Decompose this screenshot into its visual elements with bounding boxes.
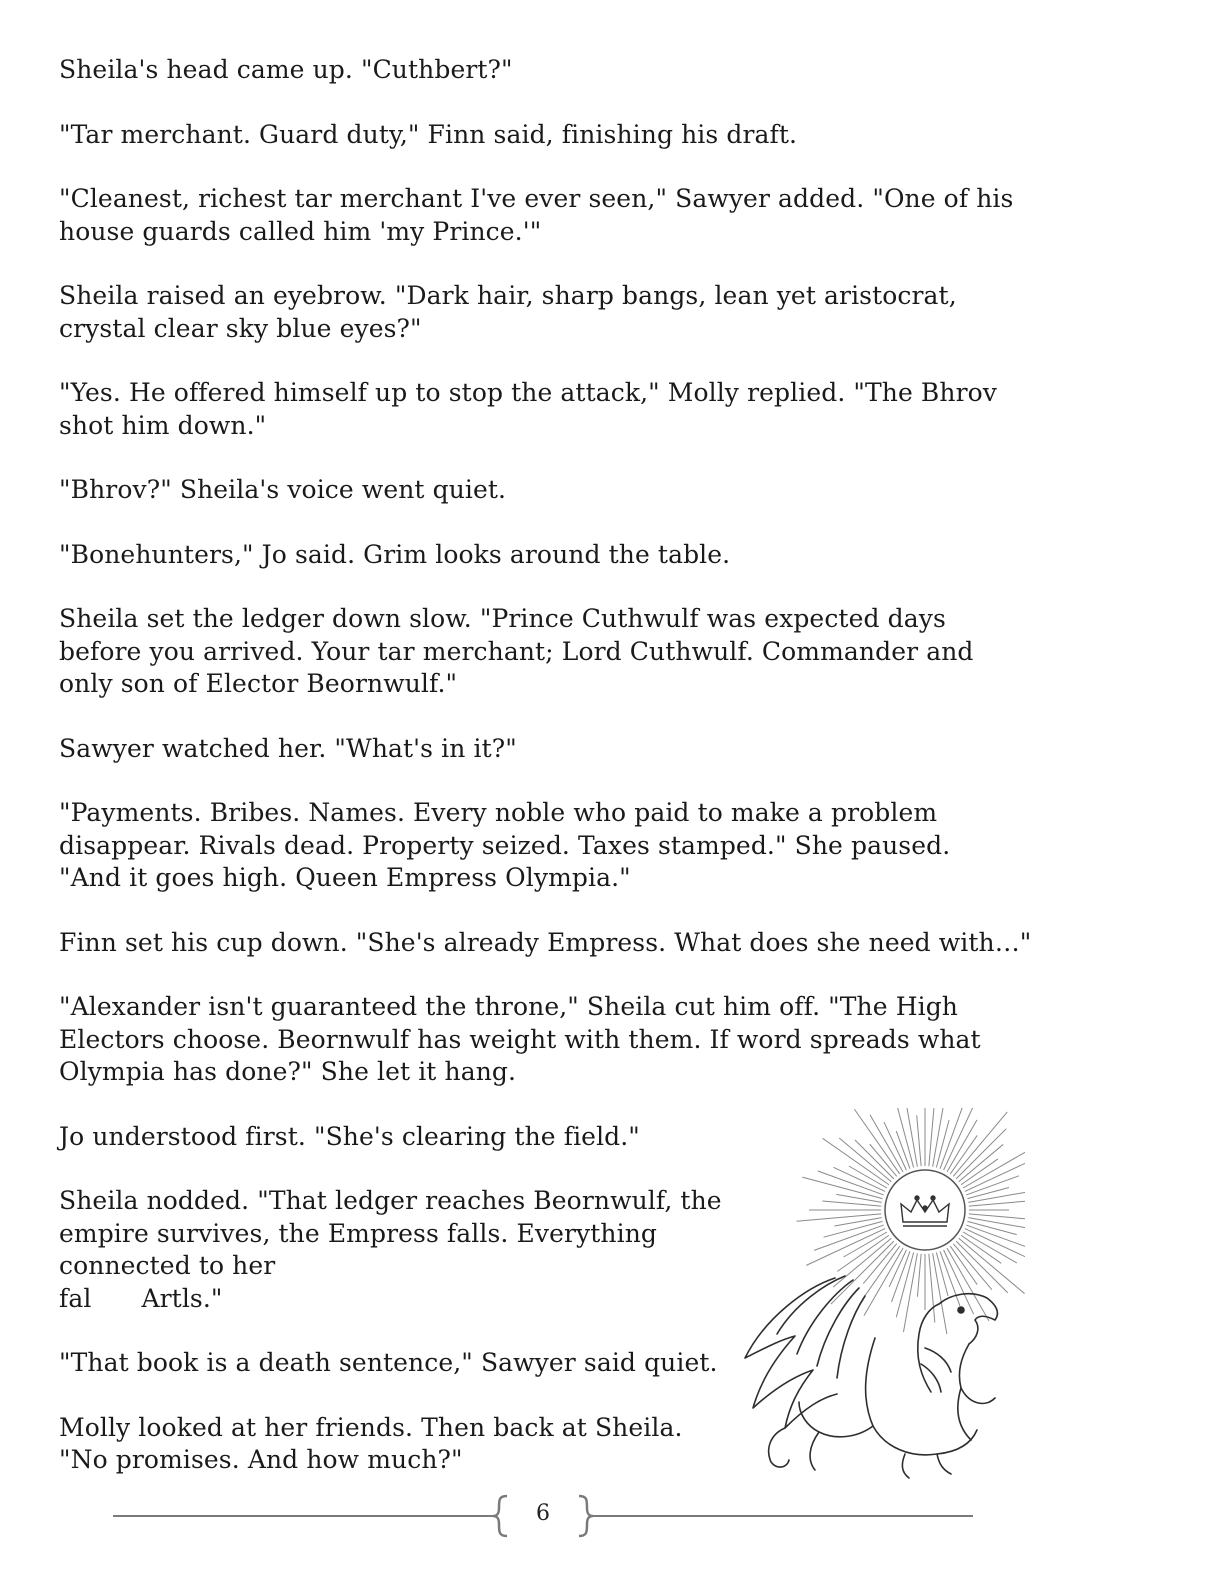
sun-ray <box>950 1135 977 1174</box>
paragraph: "Bhrov?" Sheila's voice went quiet. <box>59 475 507 504</box>
paragraph: "That book is a death sentence," Sawyer said quiet. <box>59 1348 718 1377</box>
footer-rule-right <box>593 1515 973 1517</box>
paragraph: "Alexander isn't guaranteed the throne," Sheila cut him off. "The High Electors choose. Beornwulf has weight with them. If word spreads what Olympia has done?" She let it hang. <box>59 992 981 1086</box>
sun-ray <box>933 1108 944 1167</box>
sun-ray <box>944 1250 974 1314</box>
paragraph: Jo understood first. "She's clearing the field." <box>59 1121 640 1151</box>
sun-ray <box>894 1108 914 1167</box>
broken-line-end: Artls." <box>141 1283 223 1313</box>
sun-ray <box>968 1187 1010 1198</box>
sun-ray <box>870 1115 903 1172</box>
paragraph: "Bonehunters," Jo said. Grim looks around the table. <box>59 539 731 569</box>
paragraph: "Payments. Bribes. Names. Every noble who paid to make a problem disappear. Rivals dead. Property seized. Taxes stamped." She paused. "And it goes high. Queen Empress Olympia." <box>59 798 951 892</box>
griffin-body <box>745 1276 997 1478</box>
paragraph: Finn set his cup down. "She's already Empress. What does she need with…" <box>59 927 1032 957</box>
sun-ray <box>831 1241 894 1304</box>
sun-ray <box>961 1159 998 1185</box>
paragraph: Sheila set the ledger down slow. "Prince Cuthwulf was expected days before you arrived. Your tar merchant; Lord Cuthwulf. Commander and only son of Elector Beornwulf." <box>59 604 974 698</box>
paragraph: "Cleanest, richest tar merchant I've ever seen," Sawyer added. "One of his house guards called him 'my Prince.'" <box>59 184 1014 246</box>
sun-ray <box>870 1144 897 1176</box>
paragraph: "Yes. He offered himself up to stop the attack," Molly replied. "The Bhrov shot him down." <box>59 378 998 440</box>
paragraph-text: Sheila nodded. "That ledger reaches Beornwulf, the empire survives, the Empress falls. Everything connected to her <box>59 1186 722 1280</box>
sun-ray <box>806 1229 885 1266</box>
paragraph: Molly looked at her friends. Then back at Sheila. "No promises. And how much?" <box>59 1412 683 1474</box>
footer-rule-left <box>113 1515 493 1517</box>
sun-ray <box>917 1115 921 1166</box>
paragraph: Sheila raised an eyebrow. "Dark hair, sharp bangs, lean yet aristocrat, crystal clear sky blue eyes?" <box>59 281 957 343</box>
sun-ray <box>961 1235 1001 1263</box>
sun-ray <box>956 1129 1006 1179</box>
paragraph-with-break <box>59 1185 754 1315</box>
sun-ray <box>822 1201 881 1206</box>
sun-ray <box>833 1238 891 1287</box>
griffin-crown-emblem-icon <box>725 1108 1025 1488</box>
sun-ray <box>968 1218 1025 1229</box>
right-brace-icon <box>575 1494 595 1538</box>
left-brace-icon <box>491 1494 511 1538</box>
sun-ray <box>950 1246 977 1285</box>
sun-ray <box>936 1253 948 1296</box>
sun-ray <box>906 1108 917 1167</box>
sun-ray <box>834 1218 881 1226</box>
sun-ray <box>836 1194 881 1202</box>
sun-ray <box>956 1241 1008 1293</box>
sun-ray <box>917 1254 921 1297</box>
sun-ray <box>963 1232 1017 1263</box>
paragraph: Sheila's head came up. "Cuthbert?" <box>59 55 513 84</box>
sun-ray <box>947 1120 977 1172</box>
page-number: 6 <box>536 1501 550 1526</box>
sun-ray <box>824 1221 883 1237</box>
broken-line-start: fal <box>59 1283 92 1313</box>
paragraph: "Tar merchant. Guard duty," Finn said, finishing his draft. <box>59 119 798 149</box>
sun-ray <box>864 1248 903 1316</box>
sun-ray <box>929 1254 935 1323</box>
sun-ray <box>896 1253 913 1318</box>
paragraph: Sawyer watched her. "What's in it?" <box>59 733 517 763</box>
page-footer <box>113 1494 973 1538</box>
